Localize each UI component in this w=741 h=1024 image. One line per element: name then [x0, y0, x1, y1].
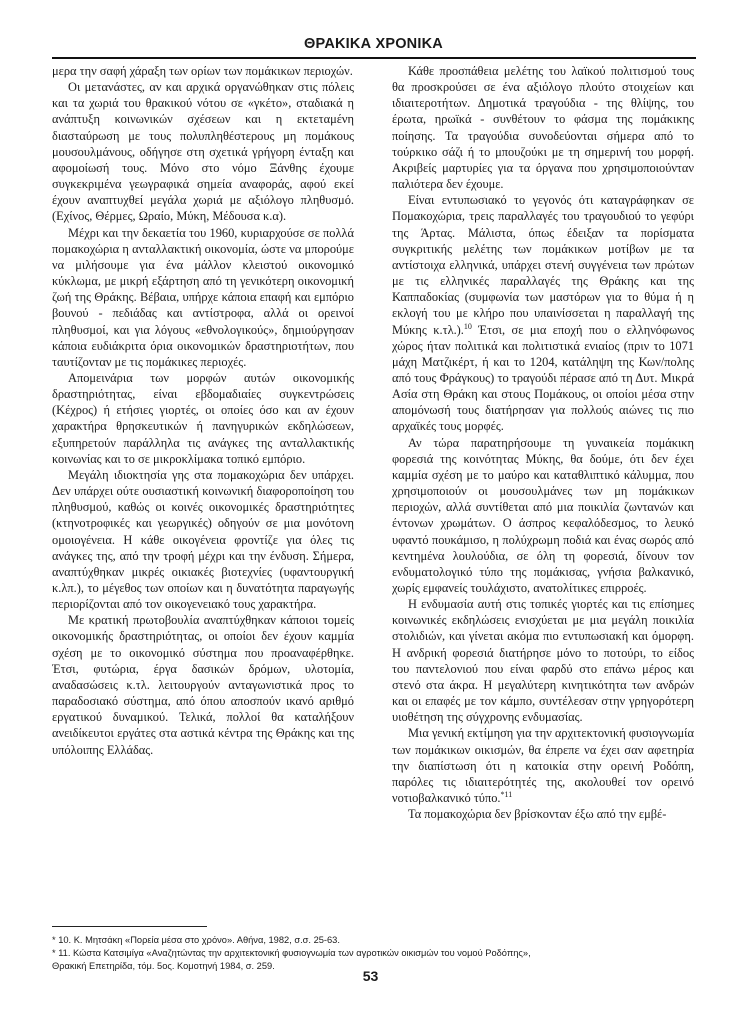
paragraph: Αν τώρα παρατηρήσουμε τη γυναικεία πομάκικη φορεσιά της κοινότητας Μύκης, θα δούμε, ότι δεν έχει καμμία σχέση με το μαύρο και καταθλιπτικό κάλυμμα, που χρησιμοποιούν οι μουσουλμάνες των μη πομάκικων περιοχών, αλλά συντίθεται από μια ποικιλία ζωντανών και έντονων χρωμάτων. Ο άσπρος κεφαλόδεσμος, το λευκό υφαντό πουκάμισο, η πολύχρωμη ποδιά και ένας σωρός από κεντημένα λουλούδια, σε όλη τη φορεσιά, δίνουν τον ενδυματολογικό τύπο της πομάκισας, γνήσια βαλκανικό, χωρίς εμφανείς τουλάχιστο, ανατολίτικες επιρροές. [392, 435, 694, 595]
page-number: 53 [362, 968, 379, 984]
left-column [52, 63, 354, 883]
footnote: * 10. Κ. Μητσάκη «Πορεία μέσα στο χρόνο». Αθήνα, 1982, σ.σ. 25-63. [52, 935, 340, 945]
paragraph: Απομεινάρια των μορφών αυτών οικονομικής δραστηριότητας, είναι εβδομαδιαίες συγκεντρώσεις (Κέχρος) ή ετήσιες γιορτές, οι οποίες όσο και αν έχουν χαρακτήρα θρησκευτικών ή πανηγυρικών εκδηλώσεων, εξυπηρετούν παράλληλα τις ανάγκες της ανταλλακτικής κοινωνίας και το σε μικροκλίμακα τοπικό εμπόριο. [52, 370, 354, 466]
paragraph-text: Μια γενική εκτίμηση για την αρχιτεκτονική φυσιογνωμία των πομάκικων οικισμών, θα έπρεπε να έχει σαν αφετηρία την διαπίστωση ότι η κατοικία στην ορεινή Ροδόπη, παρόλες τις ιδιαιτερότητές της, ακολουθεί τον ορεινό νοτιοβαλκανικό τύπο. [392, 726, 694, 806]
paragraph [392, 192, 694, 434]
paragraph: Τα πομακοχώρια δεν βρίσκονταν έξω από την εμβέ- [408, 807, 667, 822]
footnote-marker: *11 [500, 789, 513, 799]
paragraph-text: Έτσι, σε μια εποχή που ο ελληνόφωνος χώρος ήταν πολιτικά και πολιτιστικά ενιαίος (πριν το 1071 μάχη Ματζικέρτ, ή και το 1204, κατάληψη της Κων/πολης από τους Φράγκους) το τραγούδι πέρασε από τη Δυτ. Μικρά Ασία στη Θράκη και στους Πομάκους, οι οποίοι μέσα στην απομόνωσή τους διατήρησαν για πολλούς αιώνες τις πιο αρχαϊκές τους μορφές. [392, 322, 694, 434]
running-header: ΘΡΑΚΙΚΑ ΧΡΟΝΙΚΑ [304, 36, 443, 52]
paragraph: μερα την σαφή χάραξη των ορίων των πομάκικων περιοχών. [52, 64, 353, 78]
paragraph: Οι μετανάστες, αν και αρχικά οργανώθηκαν στις πόλεις και τα χωριά του θρακικού νότου σε «γκέτο», σταδιακά η ανάπτυξη κοινωνικών σχέσεων και η εκτεταμένη διασταύρωση με τους πολυπληθέστερους μη πομάκους μουσουλμάνους, οδήγησε στη σχετικά γρήγορη ένταξη και αφομοίωσή τους. Μόνο στο νόμο Ξάνθης έχουμε συγκεκριμένα γεωγραφικά σημεία αναφοράς, αφού εκεί έχουν αναπτυχθεί μεγάλα χωριά με αξιόλογο πληθυσμό. (Εχίνος, Θέρμες, Ωραίο, Μύκη, Μέδουσα κ.α). [52, 80, 354, 224]
paragraph-text: Είναι εντυπωσιακό το γεγονός ότι καταγράφηκαν σε Πομακοχώρια, τρεις παραλλαγές του τραγουδιού το γεφύρι της Άρτας. Μάλιστα, όπως έδειξαν τα πορίσματα συγκριτικής μελέτης των πομάκικων μοτίβων με τα αντίστοιχα ελληνικά, υπάρχει στενή συγγένεια των πρώτων με τις ελληνικές παραλλαγές της Θράκης και της Καππαδοκίας (συμφωνία των μαστόρων για το θύμα ή η εκλογή του με κλήρο που υπαινίσσεται η παραλλαγή της Μύκης κ.τλ.). [392, 193, 694, 337]
right-column [392, 63, 694, 883]
footnote: * 11. Κώστα Κατσιμίγα «Αναζητώντας την αρχιτεκτονική φυσιογνωμία των αγροτικών οικισμών του νομού Ροδόπης», [52, 948, 531, 959]
paragraph: Η ενδυμασία αυτή στις τοπικές γιορτές και τις επίσημες κοινωνικές εκδηλώσεις ενισχύεται με μια μεγάλη ποικιλία στολιδιών, και γίνεται ακόμα πιο εντυπωσιακή και όμορφη. Η ανδρική φορεσιά διατήρησε μόνο το ποτούρι, το είδος του παντελονιού που είναι φαρδύ στο επάνω μέρος και στενό στα άκρα. Η μεγαλύτερη κινητικότητα των ανδρών και οι επαφές με τον κάμπο, συντέλεσαν στην γρηγορότερη υιοθέτηση της σύγχρονης ενδυμασίας. [392, 597, 694, 725]
header-rule [52, 57, 696, 59]
paragraph: Κάθε προσπάθεια μελέτης του λαϊκού πολιτισμού τους θα προσκρούσει σε ένα αξιόλογο πλούτο στοιχείων και ιδιαιτεροτήτων. Δημοτικά τραγούδια - της θλίψης, του έρωτα, ηρωϊκά - συνθέτουν το φάσμα της πομάκικης ποίησης. Τα τραγούδια συνοδεύονται σήμερα από το τούρκικο σάζι ή το μπουζούκι με τη σημερινή του μορφή. Ακριβείς μαρτυρίες για τα όργανα που χρησιμοποιούνταν παλιότερα δεν έχουμε. [392, 64, 694, 192]
paragraph: Με κρατική πρωτοβουλία αναπτύχθηκαν κάποιοι τομείς οικονομικής δραστηριότητας, οι οποίοι δεν έχουν καμμία σχέση με το οικονομικό σύστημα που προαναφέρθηκε. Έτσι, φυτώρια, έργα δασικών δρόμων, υλοτομία, αναδασώσεις κ.τλ. λειτουργούν ανταγωνιστικά προς το παραδοσιακό σύστημα, από όπου αποσπούν ικανό αριθμό εργατικού δυναμικού. Τελικά, πολλοί θα καταλήξουν ανειδίκευτοι εργάτες στα αστικά κέντρα της Θράκης και της υπόλοιπης Ελλάδας. [52, 613, 354, 757]
paragraph: Μεγάλη ιδιοκτησία γης στα πομακοχώρια δεν υπάρχει. Δεν υπάρχει ούτε ουσιαστική κοινωνική διαφοροποίηση του πληθυσμού, καθώς οι κοινές οικονομικές δραστηριότητες (κτηνοτροφικές και γεωργικές) οδηγούν σε μια μονότονη ομοιογένεια. Η κάθε οικογένεια φροντίζε για όλες τις ανάγκες της, από την τροφή μέχρι και την ένδυση. Σήμερα, αναπτύχθηκαν μικρές οικιακές βιοτεχνίες (υφαντουργική κ.λπ.), το μέγεθος των οποίων και η δυνατότητα παραγωγής περιορίζονται από τον οικογενειακό τους χαρακτήρα. [52, 467, 354, 612]
footnote-marker: 10 [463, 321, 472, 331]
paragraph [392, 725, 694, 806]
footnote-rule [52, 926, 207, 927]
paragraph: Μέχρι και την δεκαετία του 1960, κυριαρχούσε σε πολλά πομακοχώρια η ανταλλακτική οικονομία, ώστε να μπορούμε να μιλήσουμε για ένα μάλλον κλειστού οικονομικό κύκλωμα, με μικρή εξάρτηση από τη γενικότερη οικονομική ζωή της Θράκης. Βέβαια, υπήρχε κάποια επαφή και εμπόριο βουνού - πεδιάδας και αντίστροφα, αλλά οι ορεινοί πληθυσμοί, και για λόγους «εθνολογικούς», δημιούργησαν κάποια ευδιάκριτα όρια οικονομικών δραστηριοτήτων, που ταυτίζονταν με τις πομάκικες περιοχές. [52, 225, 354, 369]
footnote: Θρακική Επετηρίδα, τόμ. 5ος. Κομοτηνή 1984, σ. 259. [52, 961, 275, 972]
